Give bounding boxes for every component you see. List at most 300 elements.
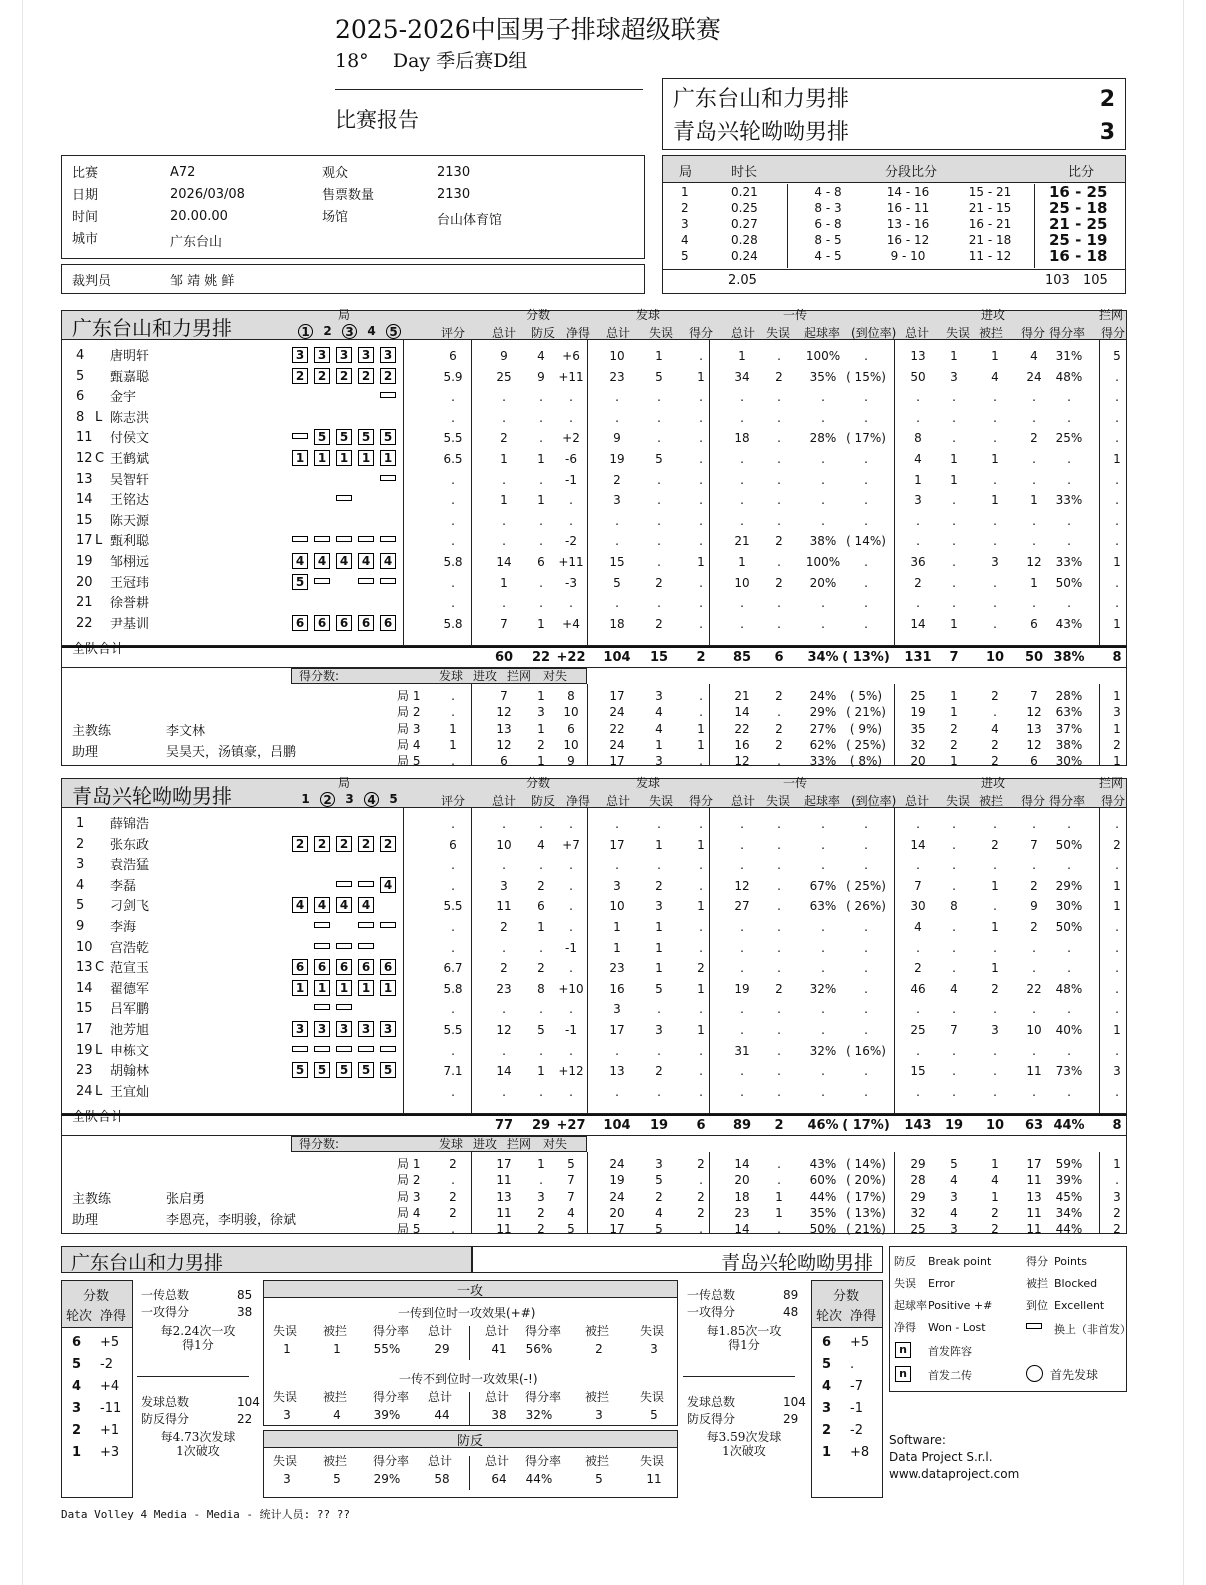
per-set-cell: 2 xyxy=(991,1205,999,1220)
per-set-cell: 4 xyxy=(655,705,663,720)
per-set-cell: 1 xyxy=(697,721,705,736)
stat-cell: . xyxy=(864,1064,868,1079)
per-set-cell: 2 xyxy=(1113,737,1121,752)
stat-cell: 1 xyxy=(914,472,922,487)
team-name: 广东台山和力男排 xyxy=(72,316,232,340)
info-value: 20.00.00 xyxy=(170,209,228,224)
stat-cell: 48% xyxy=(1055,369,1083,384)
stat-cell: . xyxy=(952,555,956,569)
stat-cell: . xyxy=(864,390,868,405)
stat-cell: . xyxy=(993,1084,997,1099)
per-set-cell: 24 xyxy=(609,705,625,720)
starting-rotation-marker: 4 xyxy=(292,553,308,569)
stat-cell: 11 xyxy=(496,899,512,914)
per-set-cell: 32 xyxy=(910,1205,926,1220)
stat-cell: . xyxy=(657,513,661,528)
stat-cell: . xyxy=(451,1043,455,1058)
first-attack-points-label: 一攻得分 xyxy=(141,1305,190,1319)
stat-cell: . xyxy=(993,858,997,873)
set-number-header: 3 xyxy=(342,324,357,339)
team-total-cell: +22 xyxy=(556,650,586,665)
stat-cell: . xyxy=(1067,817,1071,831)
stat-cell: 6 xyxy=(1030,616,1038,631)
set-partial-3: 16 - 21 xyxy=(968,217,1012,231)
stat-cell: . xyxy=(539,513,543,528)
starting-rotation-marker: 3 xyxy=(336,1021,352,1037)
per-set-cell: 30% xyxy=(1055,754,1083,769)
negative-title: 一传不到位时一攻效果(-!) xyxy=(399,1372,538,1386)
stat-cell: . xyxy=(864,920,868,934)
stat-cell: ( 17%) xyxy=(846,431,886,446)
stat-cell: . xyxy=(740,513,744,528)
stat-cell: . xyxy=(451,920,455,934)
player-number: 12 xyxy=(76,451,93,466)
team-total-cell: 8 xyxy=(1112,650,1122,665)
stat-cell: . xyxy=(699,858,703,873)
per-set-cell: 44% xyxy=(809,1189,837,1204)
stat-cell: 2 xyxy=(500,920,508,934)
stat-cell: 50% xyxy=(1055,837,1083,852)
set-number-header: 3 xyxy=(345,792,354,806)
player-number: 3 xyxy=(76,857,85,873)
rotation-number: 4 xyxy=(72,1379,82,1394)
col-label-right: 被拦 xyxy=(585,1454,610,1468)
per-set-cell: 17 xyxy=(609,1222,625,1237)
per-set-cell: ( 9%) xyxy=(849,721,883,736)
per-set-cell: 32 xyxy=(910,737,926,752)
stat-cell: . xyxy=(821,472,825,487)
stat-cell: . xyxy=(916,513,920,528)
coach-name: 李文林 xyxy=(166,724,206,739)
stat-cell: . xyxy=(502,513,506,528)
stat-cell: 2 xyxy=(537,878,545,893)
set-number-header: 1 xyxy=(301,792,310,806)
stat-cell: 4 xyxy=(950,981,958,996)
stat-cell: . xyxy=(699,452,703,466)
per-set-cell: 13 xyxy=(1026,1189,1042,1204)
stat-cell: . xyxy=(952,1043,956,1058)
stat-cell: -1 xyxy=(565,1023,577,1037)
starting-rotation-marker: 1 xyxy=(336,980,352,996)
report-title: 比赛报告 xyxy=(335,108,419,132)
day-label: Day 季后赛D组 xyxy=(392,50,528,72)
points-subheader: 防反 xyxy=(531,794,556,808)
stat-cell: . xyxy=(451,410,455,425)
stat-cell: -2 xyxy=(565,534,577,549)
stat-cell: . xyxy=(777,555,781,569)
points-breakdown-col: 拦网 xyxy=(507,1137,532,1151)
stat-cell: 6.7 xyxy=(443,961,463,976)
per-set-label: 局 5 xyxy=(397,1222,421,1237)
report-page xyxy=(22,0,1184,1585)
starting-rotation-marker: 2 xyxy=(336,368,352,384)
attack-subheader: 得分率 xyxy=(1049,326,1086,340)
stat-cell: 2 xyxy=(914,961,922,976)
stat-cell: 5.8 xyxy=(443,616,463,631)
stat-cell: 67% xyxy=(809,878,837,893)
stat-cell: . xyxy=(740,1084,744,1099)
per-set-cell: 60% xyxy=(809,1173,837,1188)
points-breakdown-col: 对失 xyxy=(543,669,568,683)
stat-cell: . xyxy=(777,349,781,363)
per-set-cell: 2 xyxy=(950,721,958,736)
per-set-cell: 63% xyxy=(1055,705,1083,720)
points-subheader: 净得 xyxy=(566,326,591,340)
stat-cell: 5.5 xyxy=(443,1023,463,1037)
stat-cell: 9 xyxy=(500,349,508,363)
player-name: 甄嘉聪 xyxy=(110,369,150,385)
starting-rotation-marker: 2 xyxy=(292,836,308,852)
stat-cell: . xyxy=(657,431,661,446)
stat-cell: +11 xyxy=(558,555,584,569)
col-label-left: 被拦 xyxy=(323,1324,348,1338)
per-set-cell: 12 xyxy=(1026,705,1042,720)
sub-marker xyxy=(358,943,374,949)
stat-cell: . xyxy=(916,858,920,873)
per-set-label: 局 1 xyxy=(397,1157,421,1171)
stat-cell: . xyxy=(916,1002,920,1017)
team-total-cell: 15 xyxy=(649,650,669,665)
per-set-cell: 21 xyxy=(734,689,750,703)
points-subheader: 净得 xyxy=(566,794,591,808)
stat-cell: . xyxy=(821,858,825,873)
reception-subheader: 总计 xyxy=(731,794,756,808)
attack-header: 进攻 xyxy=(981,308,1006,322)
stat-cell: 6 xyxy=(449,349,457,363)
stat-cell: . xyxy=(1067,472,1071,487)
value-left: 44 xyxy=(434,1408,450,1422)
stat-cell: . xyxy=(502,1084,506,1099)
stat-cell: 1 xyxy=(738,555,746,569)
stat-cell: 40% xyxy=(1055,1023,1083,1037)
team-total-cell: 131 xyxy=(904,650,932,665)
per-set-cell: 12 xyxy=(734,754,750,769)
per-set-cell: 16 xyxy=(734,737,750,752)
set-score: 25 - 19 xyxy=(1049,231,1108,249)
team-total-cell: 22 xyxy=(531,650,551,665)
stat-cell: . xyxy=(1032,410,1036,425)
team-total-cell: 77 xyxy=(494,1118,514,1133)
per-set-cell: 7 xyxy=(567,1189,575,1204)
stat-cell: . xyxy=(699,472,703,487)
first-attack-points: 48 xyxy=(783,1305,799,1319)
stat-cell: . xyxy=(740,410,744,425)
stat-cell: . xyxy=(699,817,703,831)
team-total-cell: 2 xyxy=(696,650,706,665)
stat-cell: 2 xyxy=(1113,837,1121,852)
stat-cell: . xyxy=(777,431,781,446)
per-set-cell: 59% xyxy=(1055,1157,1083,1171)
stat-cell: . xyxy=(916,534,920,549)
stat-cell: 19 xyxy=(734,981,750,996)
attack-subheader: 失误 xyxy=(946,794,971,808)
team-total-cell: +27 xyxy=(556,1118,586,1133)
info-value-2: 台山体育馆 xyxy=(437,213,503,228)
team-total-cell: ( 17%) xyxy=(842,1118,890,1133)
stat-cell: 12 xyxy=(496,1023,512,1037)
center-divider xyxy=(469,1326,470,1360)
set-number-header: 2 xyxy=(320,792,335,807)
set-number-header: 1 xyxy=(298,324,313,339)
stat-cell: . xyxy=(740,1064,744,1079)
set-partial-3: 21 - 15 xyxy=(968,201,1012,215)
starting-rotation-marker: 4 xyxy=(336,897,352,913)
stat-cell: 38% xyxy=(809,534,837,549)
legend-setter-marker: n xyxy=(895,1366,911,1382)
per-set-cell: 38% xyxy=(1055,737,1083,752)
column-divider xyxy=(403,808,404,1114)
player-number: 2 xyxy=(76,836,85,852)
stat-cell: . xyxy=(569,858,573,873)
per-set-cell: 3 xyxy=(655,754,663,769)
stat-cell: . xyxy=(740,817,744,831)
per-set-cell: 24 xyxy=(609,1157,625,1171)
starting-rotation-marker: 4 xyxy=(358,553,374,569)
starting-rotation-marker: 1 xyxy=(292,980,308,996)
starting-rotation-marker: 2 xyxy=(292,368,308,384)
per-set-cell: 5 xyxy=(655,1173,663,1188)
info-label-2: 售票数量 xyxy=(322,188,375,203)
value-right: 44% xyxy=(525,1472,553,1486)
stat-cell: 3 xyxy=(1113,1064,1121,1079)
stat-cell: 1 xyxy=(991,961,999,976)
stat-cell: 43% xyxy=(1055,616,1083,631)
rotation-net: -11 xyxy=(100,1401,122,1416)
player-number: 15 xyxy=(76,512,93,528)
coach-label: 主教练 xyxy=(72,1192,112,1207)
home-sets-won: 2 xyxy=(1099,87,1115,112)
stat-cell: . xyxy=(615,858,619,873)
stat-cell: . xyxy=(699,940,703,955)
starting-rotation-marker: 5 xyxy=(292,1062,308,1078)
per-set-cell: 1 xyxy=(950,689,958,703)
stat-cell: . xyxy=(916,390,920,405)
stat-cell: . xyxy=(451,817,455,831)
per-set-cell: 17 xyxy=(496,1157,512,1171)
starting-rotation-marker: 5 xyxy=(314,429,330,445)
per-set-cell: 11 xyxy=(496,1205,512,1220)
rotation-number: 1 xyxy=(72,1445,82,1460)
per-set-cell: 19 xyxy=(910,705,926,720)
stat-cell: +10 xyxy=(558,981,584,996)
stat-cell: . xyxy=(1032,858,1036,873)
stat-cell: . xyxy=(1032,390,1036,405)
value-left: 5 xyxy=(333,1472,341,1486)
stat-cell: 73% xyxy=(1055,1064,1083,1079)
starting-rotation-marker: 4 xyxy=(314,553,330,569)
value-left: 29% xyxy=(373,1472,401,1486)
team-total-cell: 143 xyxy=(904,1118,932,1133)
stat-cell: . xyxy=(451,472,455,487)
legend-first-lineup: 首发阵容 xyxy=(928,1345,972,1358)
starting-rotation-marker: 2 xyxy=(380,368,396,384)
stat-cell: 1 xyxy=(537,493,545,508)
points-breakdown-label: 得分数: xyxy=(299,669,340,683)
per-set-cell: . xyxy=(539,1173,543,1188)
stat-cell: 13 xyxy=(910,349,926,363)
player-name: 金宇 xyxy=(110,390,137,406)
per-set-cell: 3 xyxy=(950,1222,958,1237)
starting-rotation-marker: 1 xyxy=(358,980,374,996)
stat-cell: . xyxy=(740,452,744,466)
starting-rotation-marker: 3 xyxy=(358,347,374,363)
stat-cell: . xyxy=(699,575,703,590)
stat-cell: 1 xyxy=(1113,616,1121,631)
set-number-header: 4 xyxy=(364,792,379,807)
per-set-cell: 14 xyxy=(734,1222,750,1237)
per-set-cell: 25 xyxy=(910,1222,926,1237)
per-set-cell: 19 xyxy=(609,1173,625,1188)
stat-cell: . xyxy=(1115,1084,1119,1099)
stat-cell: 1 xyxy=(655,837,663,852)
stat-cell: . xyxy=(539,410,543,425)
stat-cell: . xyxy=(952,837,956,852)
per-set-cell: 1 xyxy=(537,689,545,703)
stat-cell: 29% xyxy=(1055,878,1083,893)
player-name: 徐誉耕 xyxy=(110,596,150,612)
per-set-cell: 12 xyxy=(496,737,512,752)
rotation-net: -2 xyxy=(850,1423,863,1438)
team-total-cell: 34% xyxy=(807,650,839,665)
stat-cell: . xyxy=(864,817,868,831)
stat-cell: . xyxy=(864,493,868,508)
per-set-cell: 62% xyxy=(809,737,837,752)
stat-cell: 1 xyxy=(500,575,508,590)
sub-marker xyxy=(380,392,396,398)
stat-cell: 50% xyxy=(1055,920,1083,934)
col-label-right: 失误 xyxy=(640,1390,665,1404)
starting-rotation-marker: 1 xyxy=(380,450,396,466)
serve-header: 发球 xyxy=(636,308,661,322)
starting-rotation-marker: 5 xyxy=(358,429,374,445)
info-label: 时间 xyxy=(72,210,99,225)
stat-cell: . xyxy=(451,596,455,611)
col-label-left: 总计 xyxy=(428,1324,453,1338)
sub-marker xyxy=(358,578,374,584)
sub-marker xyxy=(314,1046,330,1052)
col-label-right: 失误 xyxy=(640,1454,665,1468)
value-left: 39% xyxy=(373,1408,401,1422)
starting-rotation-marker: 3 xyxy=(292,1021,308,1037)
stat-cell: . xyxy=(952,1084,956,1099)
rotation-number: 6 xyxy=(822,1335,832,1350)
per-set-cell: 1 xyxy=(1113,1157,1121,1171)
stat-cell: 1 xyxy=(613,940,621,955)
rotation-label: 轮次 xyxy=(66,1309,93,1324)
per-set-cell: ( 8%) xyxy=(849,754,883,769)
stat-cell: . xyxy=(699,1064,703,1079)
stat-cell: . xyxy=(821,1023,825,1037)
per-set-cell: 25 xyxy=(910,689,926,703)
stat-cell: . xyxy=(615,390,619,405)
set-partial-2: 14 - 16 xyxy=(886,185,930,199)
per-set-cell: 3 xyxy=(1113,1189,1121,1204)
col-label-left: 总计 xyxy=(428,1390,453,1404)
col-label-left: 被拦 xyxy=(323,1454,348,1468)
rotation-net: +1 xyxy=(100,1423,120,1438)
per-set-cell: 20 xyxy=(609,1205,625,1220)
col-label-left: 总计 xyxy=(428,1454,453,1468)
player-number: 8 xyxy=(76,409,85,425)
stat-cell: . xyxy=(615,534,619,549)
stat-cell: . xyxy=(657,1084,661,1099)
rotation-number: 4 xyxy=(822,1379,832,1394)
stat-cell: 2 xyxy=(775,981,783,996)
stat-cell: . xyxy=(821,1084,825,1099)
team-total-label: 全队合计 xyxy=(72,642,125,657)
player-name: 王宜灿 xyxy=(110,1084,150,1100)
per-set-cell: 7 xyxy=(1030,689,1038,703)
set-duration: 0.25 xyxy=(731,201,758,215)
per-set-cell: . xyxy=(777,1222,781,1237)
stat-cell: 9 xyxy=(1030,899,1038,914)
legend-en-2: Excellent xyxy=(1054,1299,1105,1312)
per-set-cell: ( 17%) xyxy=(846,1189,886,1204)
stat-cell: 1 xyxy=(655,940,663,955)
stat-cell: 35% xyxy=(809,369,837,384)
attack-subheader: 得分率 xyxy=(1049,794,1086,808)
stat-cell: . xyxy=(740,1023,744,1037)
sub-marker xyxy=(314,1004,330,1010)
stat-cell: 1 xyxy=(1030,493,1038,508)
per-set-cell: 6 xyxy=(567,721,575,736)
stat-cell: 1 xyxy=(950,616,958,631)
per-set-label: 局 2 xyxy=(397,1173,421,1188)
per-set-cell: 13 xyxy=(496,1189,512,1204)
per-set-cell: . xyxy=(777,1173,781,1188)
stat-cell: . xyxy=(821,837,825,852)
per-set-cell: 11 xyxy=(496,1173,512,1188)
stat-cell: . xyxy=(615,410,619,425)
sub-marker xyxy=(380,922,396,928)
per-set-cell: . xyxy=(451,1222,455,1237)
stat-cell: . xyxy=(993,410,997,425)
sets-head-score: 比分 xyxy=(1068,165,1095,180)
stat-cell: 1 xyxy=(738,349,746,363)
stat-cell: 4 xyxy=(914,452,922,466)
stat-cell: 10 xyxy=(609,349,625,363)
player-name: 王鹤斌 xyxy=(110,452,150,467)
starting-rotation-marker: 6 xyxy=(336,959,352,975)
stat-cell: . xyxy=(993,390,997,405)
player-number: 13 xyxy=(76,471,93,487)
stat-cell: . xyxy=(916,410,920,425)
per-set-cell: 23 xyxy=(734,1205,750,1220)
stat-cell: 1 xyxy=(991,349,999,363)
legend-first-serve: 首先发球 xyxy=(1050,1368,1099,1382)
rotation-number: 2 xyxy=(822,1423,832,1438)
per-set-cell: 1 xyxy=(537,721,545,736)
stat-cell: 1 xyxy=(1030,575,1038,590)
stat-cell: . xyxy=(1115,1002,1119,1017)
starting-rotation-marker: 3 xyxy=(292,347,308,363)
per-set-cell: 2 xyxy=(1113,1222,1121,1237)
stat-cell: . xyxy=(993,899,997,914)
block-subheader: 得分 xyxy=(1101,326,1126,340)
stat-cell: ( 25%) xyxy=(846,878,886,893)
starting-rotation-marker: 5 xyxy=(380,429,396,445)
player-number: 5 xyxy=(76,368,85,384)
attack-header: 进攻 xyxy=(981,776,1006,790)
col-label-right: 得分率 xyxy=(525,1324,562,1338)
stat-cell: . xyxy=(821,961,825,976)
stat-cell: . xyxy=(1032,1084,1036,1099)
stat-cell: 3 xyxy=(655,1023,663,1037)
sets-table xyxy=(662,155,1126,294)
stat-cell: . xyxy=(657,596,661,611)
sub-marker xyxy=(336,943,352,949)
team-total-cell: 60 xyxy=(494,650,514,665)
